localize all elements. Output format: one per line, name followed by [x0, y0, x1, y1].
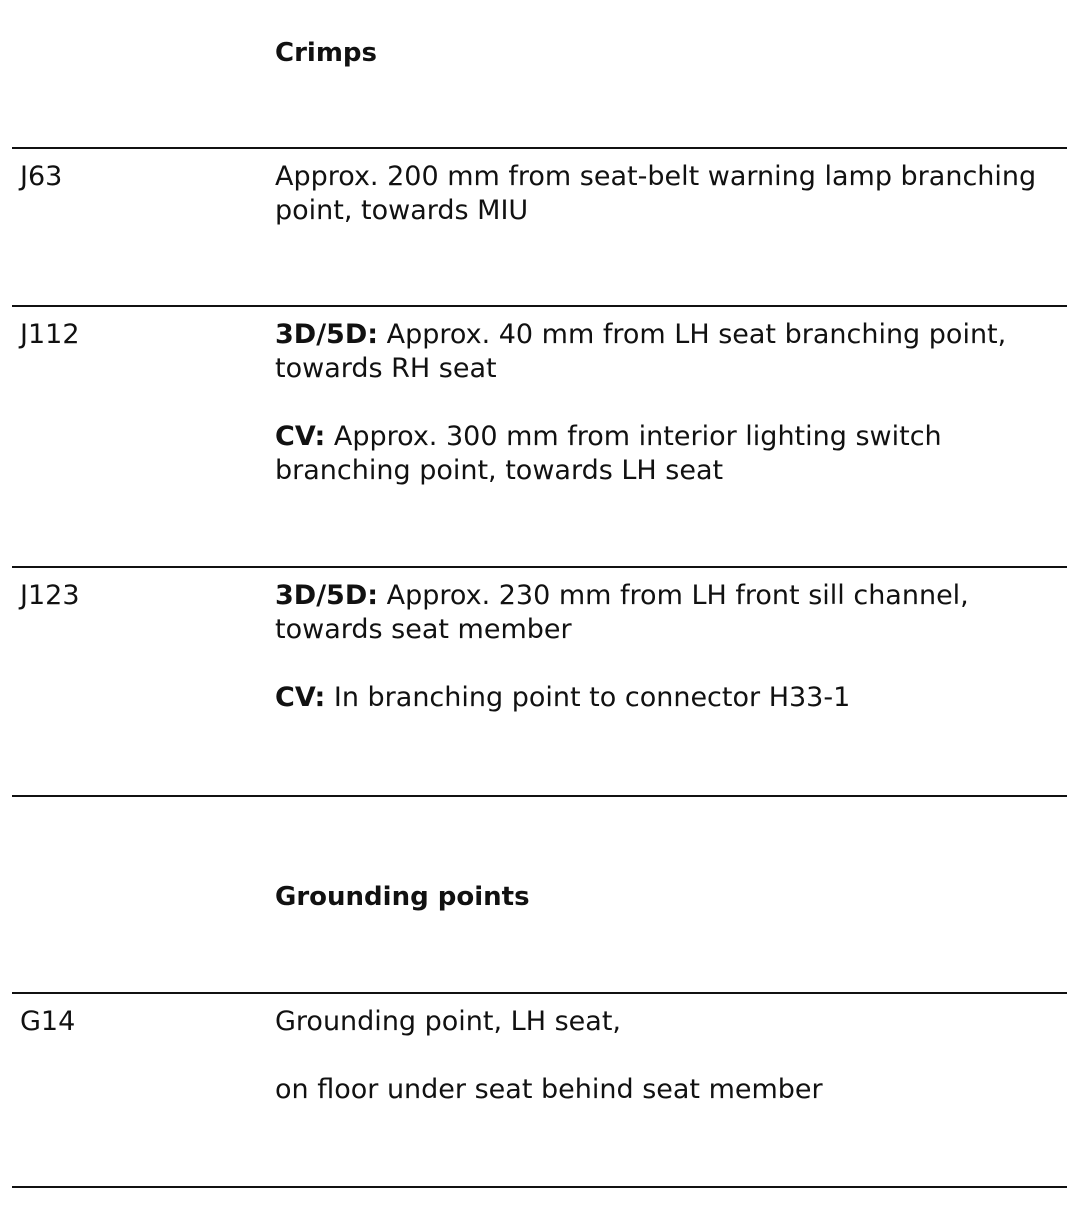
section-heading-crimps: Crimps	[275, 38, 377, 68]
description-paragraph	[275, 420, 1065, 488]
description-paragraph	[275, 579, 1065, 647]
variant-label: CV:	[275, 421, 326, 452]
description-paragraph	[275, 1073, 1065, 1107]
divider	[12, 147, 1067, 149]
description-paragraph	[275, 681, 1065, 715]
row-description	[275, 160, 1065, 228]
divider	[12, 992, 1067, 994]
description-text: Approx. 200 mm from seat-belt warning lamp branching point, towards MIU	[275, 161, 1037, 226]
description-text: on floor under seat behind seat member	[275, 1074, 823, 1105]
row-code: J112	[20, 319, 80, 350]
divider	[12, 566, 1067, 568]
description-text: In branching point to connector H33-1	[325, 682, 851, 713]
row-description	[275, 579, 1065, 715]
variant-label: CV:	[275, 682, 326, 713]
row-description	[275, 318, 1065, 488]
description-text: Grounding point, LH seat,	[275, 1006, 621, 1037]
divider	[12, 305, 1067, 307]
variant-label: 3D/5D:	[275, 580, 379, 611]
description-text: Approx. 230 mm from LH front sill channel, towards seat member	[275, 580, 969, 645]
description-paragraph	[275, 318, 1065, 386]
variant-label: 3D/5D:	[275, 319, 379, 350]
row-code: G14	[20, 1006, 76, 1037]
description-text: Approx. 40 mm from LH seat branching point, towards RH seat	[275, 319, 1007, 384]
row-code: J63	[20, 161, 63, 192]
row-description	[275, 1005, 1065, 1107]
section-heading-grounding-points: Grounding points	[275, 882, 530, 912]
divider	[12, 1186, 1067, 1188]
divider	[12, 795, 1067, 797]
row-code: J123	[20, 580, 80, 611]
description-paragraph	[275, 160, 1065, 228]
description-text: Approx. 300 mm from interior lighting switch branching point, towards LH seat	[275, 421, 942, 486]
description-paragraph	[275, 1005, 1065, 1039]
